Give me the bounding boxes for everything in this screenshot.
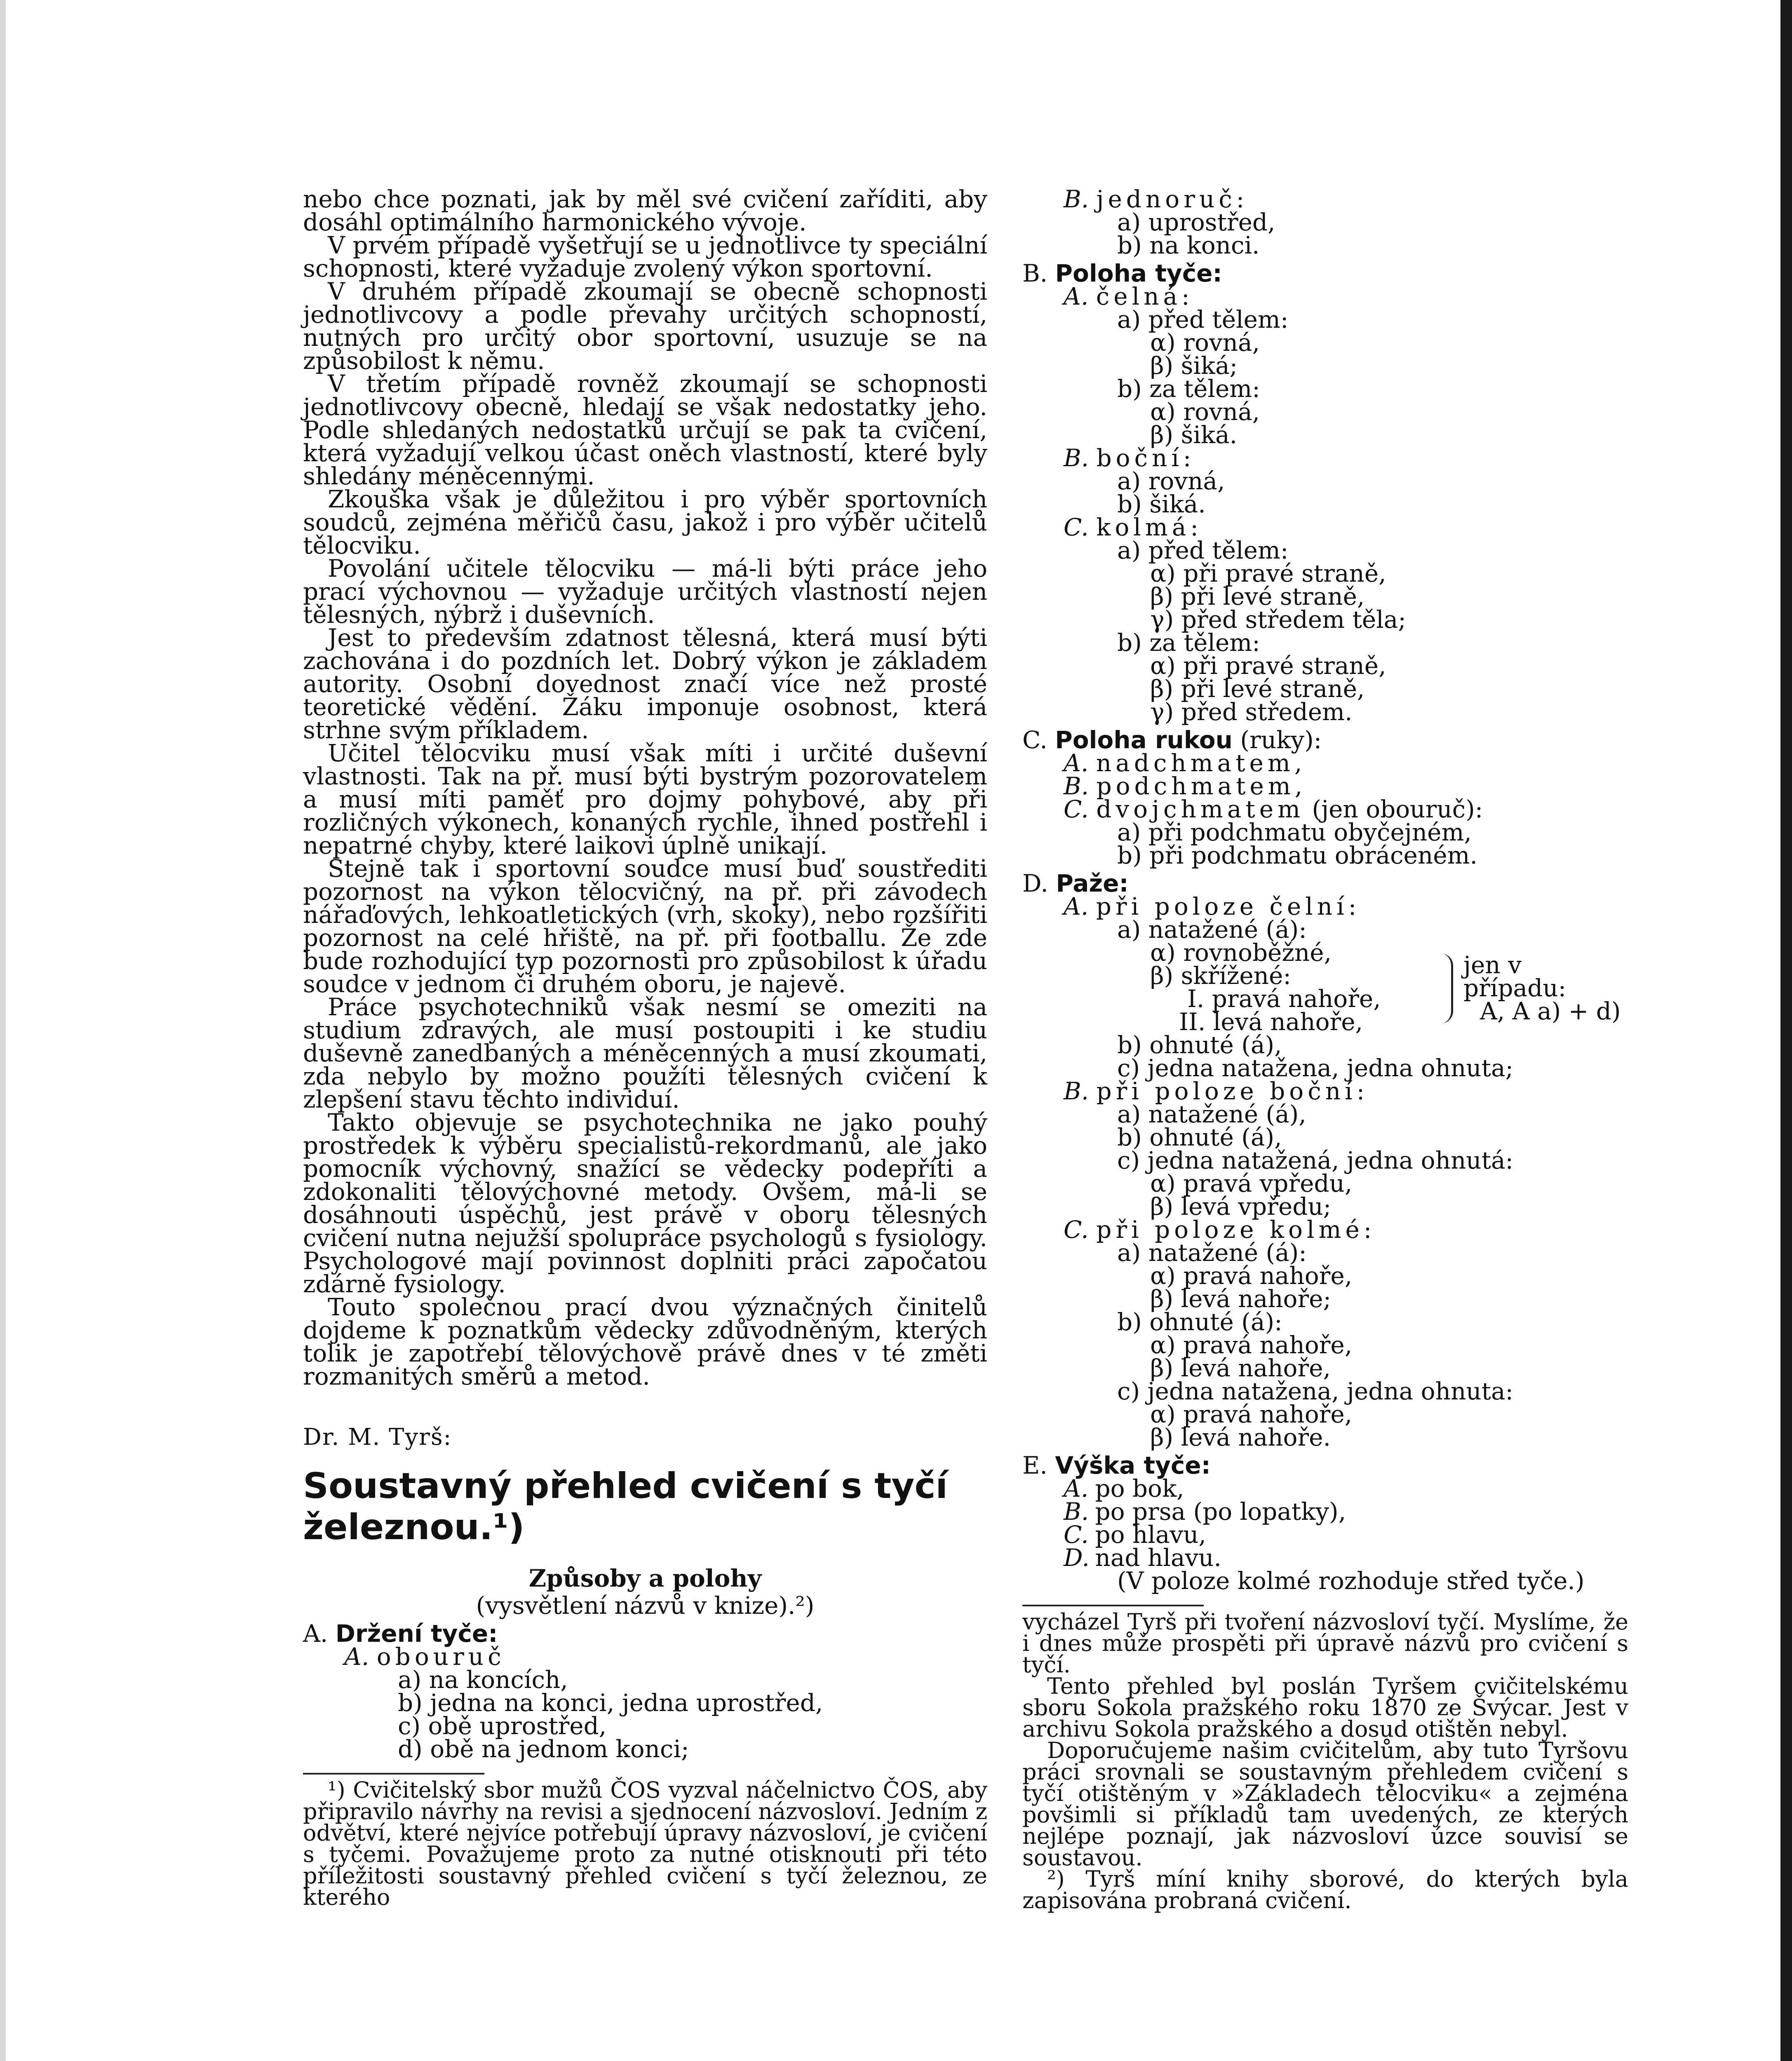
left-column [303,185,987,1910]
list-item: α) pravá vpředu, [1150,1169,1353,1197]
list-item: c) jedna natažena, jedna ohnuta; [1117,1054,1514,1082]
list-item: b) za tělem: [1117,375,1260,403]
article-title: Soustavný přehled cvičení s tyčí železnou.¹) [303,1465,948,1548]
body-paragraph: V prvém případě vyšetřují se u jednotlivce ty speciální schopnosti, které vyžaduje zvolený výkon sportovní. [303,231,987,282]
footnote-continuation: vycházel Tyrš při tvoření názvosloví tyčí. Myslíme, že i dnes může prospěti při úpravě názvů pro cvičení s tyčí. [1022,1609,1628,1678]
section-e-heading: E. Výška tyče: [1022,1451,1211,1479]
list-item: C. kolmá: [1064,513,1202,541]
brace-note: jen v případu: A, A a) + d) [1463,951,1621,1025]
list-item: b) ohnuté (á): [1117,1308,1282,1336]
body-paragraph: V druhém případě zkoumají se obecně schopnosti jednotlivcovy a podle převahy určitých schopností, nutných pro určitý obor sportovní, usuzuje se na způsobilost k němu. [303,277,987,375]
list-item: B. podchmatem, [1064,772,1307,800]
list-item: B. při poloze boční: [1064,1077,1369,1105]
list-item: C. po hlavu, [1064,1521,1206,1549]
footnote-1: ¹) Cvičitelský sbor mužů ČOS vyzval náčelnictvo ČOS, aby připravilo návrhy na revisi a sjednocení názvosloví. Jedním z odvětví, které nejvíce potřebují úpravy názvosloví, je cvičení s tyčemi. Považujeme proto za nutné otisknouti při této příležitosti soustavný přehled cvičení s tyčí železnou, ze kterého [303,1777,987,1910]
list-item: a) uprostřed, [1117,208,1275,236]
list-item: a) před tělem: [1117,536,1289,564]
right-column [1022,185,1628,1913]
list-item: a) před tělem: [1117,305,1289,333]
list-item: α) rovná, [1150,329,1260,357]
height-note: (V poloze kolmé rozhoduje střed tyče.) [1117,1567,1585,1595]
list-item: I. pravá nahoře, [1187,985,1381,1013]
list-item: A. při poloze čelní: [1064,892,1361,920]
article-author: Dr. M. Tyrš: [303,1424,452,1451]
footnote-rule [303,1773,484,1775]
footnote-2: ²) Tyrš míní knihy sborové, do kterých byla zapisována probraná cvičení. [1022,1866,1628,1913]
list-item: a) na koncích, [398,1666,568,1694]
article-subtitle: Způsoby a polohy [528,1564,762,1592]
list-item: b) šiká. [1117,490,1206,518]
list-item: A. čelná: [1064,282,1194,310]
list-item: γ) před středem těla; [1150,606,1406,634]
list-item: α) rovnoběžné, [1150,939,1332,967]
footnote-rule [1022,1605,1204,1606]
list-item: α) pravá nahoře, [1150,1331,1353,1359]
footnote-paragraph: Tento přehled byl poslán Tyršem cvičitelskému sboru Sokola pražského roku 1870 ze Švýcar. Jest v archivu Sokola pražského a dosud otištěn nebyl. [1022,1673,1628,1742]
body-paragraph: Touto společnou prací dvou význačných činitelů dojdeme k poznatkům vědecky zdůvodněným, kterých tolik je zapotřebí tělovýchově právě dnes v té změti rozmanitých směrů a metod. [303,1293,987,1390]
body-paragraph: Stejně tak i sportovní soudce musí buď soustřediti pozornost na výkon tělocvičný, na př. při závodech nářaďových, lehkoatletických (vrh, skoky), nebo rozšířiti pozornost na celé hřiště, na př. při footballu. Že zde bude rozhodující typ pozornosti pro způsobilost k úřadu soudce v jednom či druhém oboru, je najevě. [303,854,987,998]
article-subnote: (vysvětlení názvů v knize).²) [476,1592,815,1620]
list-item: B. boční: [1064,444,1195,472]
list-item: b) jedna na konci, jedna uprostřed, [398,1689,823,1717]
list-item: a) natažené (á): [1117,915,1307,944]
list-item: α) při pravé straně, [1150,652,1386,680]
body-paragraph: V třetím případě rovněž zkoumají se schopnosti jednotlivcovy obecně, hledají se však nedostatky jeho. Podle shledaných nedostatků určují se pak ta cvičení, která vyžadují velkou účast oněch vlastností, které byly shledány méněcennými. [303,370,987,490]
list-item: α) pravá nahoře, [1150,1262,1353,1290]
list-item: c) obě uprostřed, [398,1712,607,1740]
list-item: c) jedna natažena, jedna ohnuta: [1117,1377,1514,1405]
list-item: α) pravá nahoře, [1150,1400,1353,1428]
list-item: β) levá nahoře, [1150,1354,1331,1382]
list-item: B. po prsa (po lopatky), [1064,1498,1346,1526]
curly-brace [1435,953,1453,1023]
section-a-title: Držení tyče: [335,1620,498,1648]
list-item: β) levá nahoře. [1150,1423,1331,1451]
list-item: β) šiká; [1150,352,1238,380]
section-b-heading: B. Poloha tyče: [1022,259,1222,287]
body-paragraph: Jest to především zdatnost tělesná, která musí býti zachována i do pozdních let. Dobrý výkon je základem autority. Osobní dovednost značí více než prosté teoretické vědění. Žáku imponuje osobnost, která strhne svým příkladem. [303,624,987,744]
list-item: b) při podchmatu obráceném. [1117,841,1477,869]
list-item: a) při podchmatu obyčejném, [1117,818,1472,846]
list-item: b) za tělem: [1117,629,1260,657]
list-item: d) obě na jednom konci; [398,1735,689,1763]
body-paragraph: nebo chce poznati, jak by měl své cvičení zaříditi, aby dosáhl optimálního harmonického vývoje. [303,185,987,236]
section-c-heading: C. Poloha rukou (ruky): [1022,726,1322,754]
hold-one-hand: B. jednoruč: [1064,185,1249,213]
section-d-heading: D. Paže: [1022,869,1129,897]
list-item: α) rovná, [1150,398,1260,426]
list-item: β) skřížené: [1150,962,1291,990]
crossed-arms-group [1022,939,1628,1036]
list-item: β) při levé straně, [1150,675,1365,703]
list-item: α) při pravé straně, [1150,559,1386,587]
list-item: β) levá vpředu; [1150,1192,1332,1221]
body-paragraph: Takto objevuje se psychotechnika ne jako pouhý prostředek k výběru specialistů-rekordmanů, ale jako pomocník výchovný, snažící se vědecky podepříti a zdokonaliti tělovýchovné metody. Ovšem, má-li se dosáhnouti úspěchů, jest právě v oboru tělesných cvičení nutna nejužší spolupráce psychologů s fysiology. Psychologové mají povinnost doplniti práci započatou zdárně fysiology. [303,1108,987,1298]
list-item: a) rovná, [1117,467,1225,495]
footnote-paragraph: Doporučujeme našim cvičitelům, aby tuto Tyršovu práci srovnali se soustavným přehledem cvičení s tyčí otištěným v »Základech tělocviku« a zejména povšimli si příkladů tam uvedených, ze kterých nejlépe poznají, jak názvosloví úzce souvisí se soustavou. [1022,1737,1628,1871]
list-item: D. nad hlavu. [1064,1544,1221,1572]
list-item: C. při poloze kolmé: [1064,1216,1376,1244]
list-item: β) při levé straně, [1150,582,1365,610]
list-item: C. dvojchmatem (jen obouruč): [1064,795,1483,823]
list-item: II. levá nahoře, [1179,1008,1363,1036]
list-item: A. po bok, [1064,1474,1184,1502]
list-item: a) natažené (á), [1117,1100,1306,1128]
list-item: γ) před středem. [1150,698,1353,726]
list-item: b) na konci. [1117,231,1260,259]
body-paragraph: Učitel tělocviku musí však míti i určité duševní vlastnosti. Tak na př. musí býti bystrým pozorovatelem a musí míti paměť pro dojmy pohybové, aby při rozličných výkonech, konaných rychle, ihned postřehl i nepatrné chyby, které laikovi úplně unikají. [303,739,987,859]
list-item: A. nadchmatem, [1064,749,1306,777]
list-item: b) ohnuté (á), [1117,1031,1282,1059]
list-item: β) levá nahoře; [1150,1285,1332,1313]
list-item: a) natažené (á): [1117,1239,1307,1267]
section-a-heading: A. Držení tyče: [303,1620,498,1648]
list-item: β) šiká. [1150,421,1238,449]
body-paragraph: Povolání učitele tělocviku — má-li býti práce jeho prací výchovnou — vyžaduje určitých vlastností nejen tělesných, nýbrž i duševních. [303,554,987,629]
list-item: b) ohnuté (á), [1117,1123,1282,1151]
body-paragraph: Práce psychotechniků však nesmí se omeziti na studium zdravých, ale musí postoupiti i ke studiu duševně zanedbaných a méněcenných a musí zkoumati, zda nebylo by možno použíti tělesných cvičení k zlepšení stavu těchto individuí. [303,993,987,1113]
body-paragraph: Zkouška však je důležitou i pro výběr sportovních soudců, zejména měřičů času, jakož i pro výběr učitelů tělocviku. [303,485,987,559]
section-a-sub: A. obouruč [344,1643,505,1671]
list-item: c) jedna natažená, jedna ohnutá: [1117,1146,1514,1174]
